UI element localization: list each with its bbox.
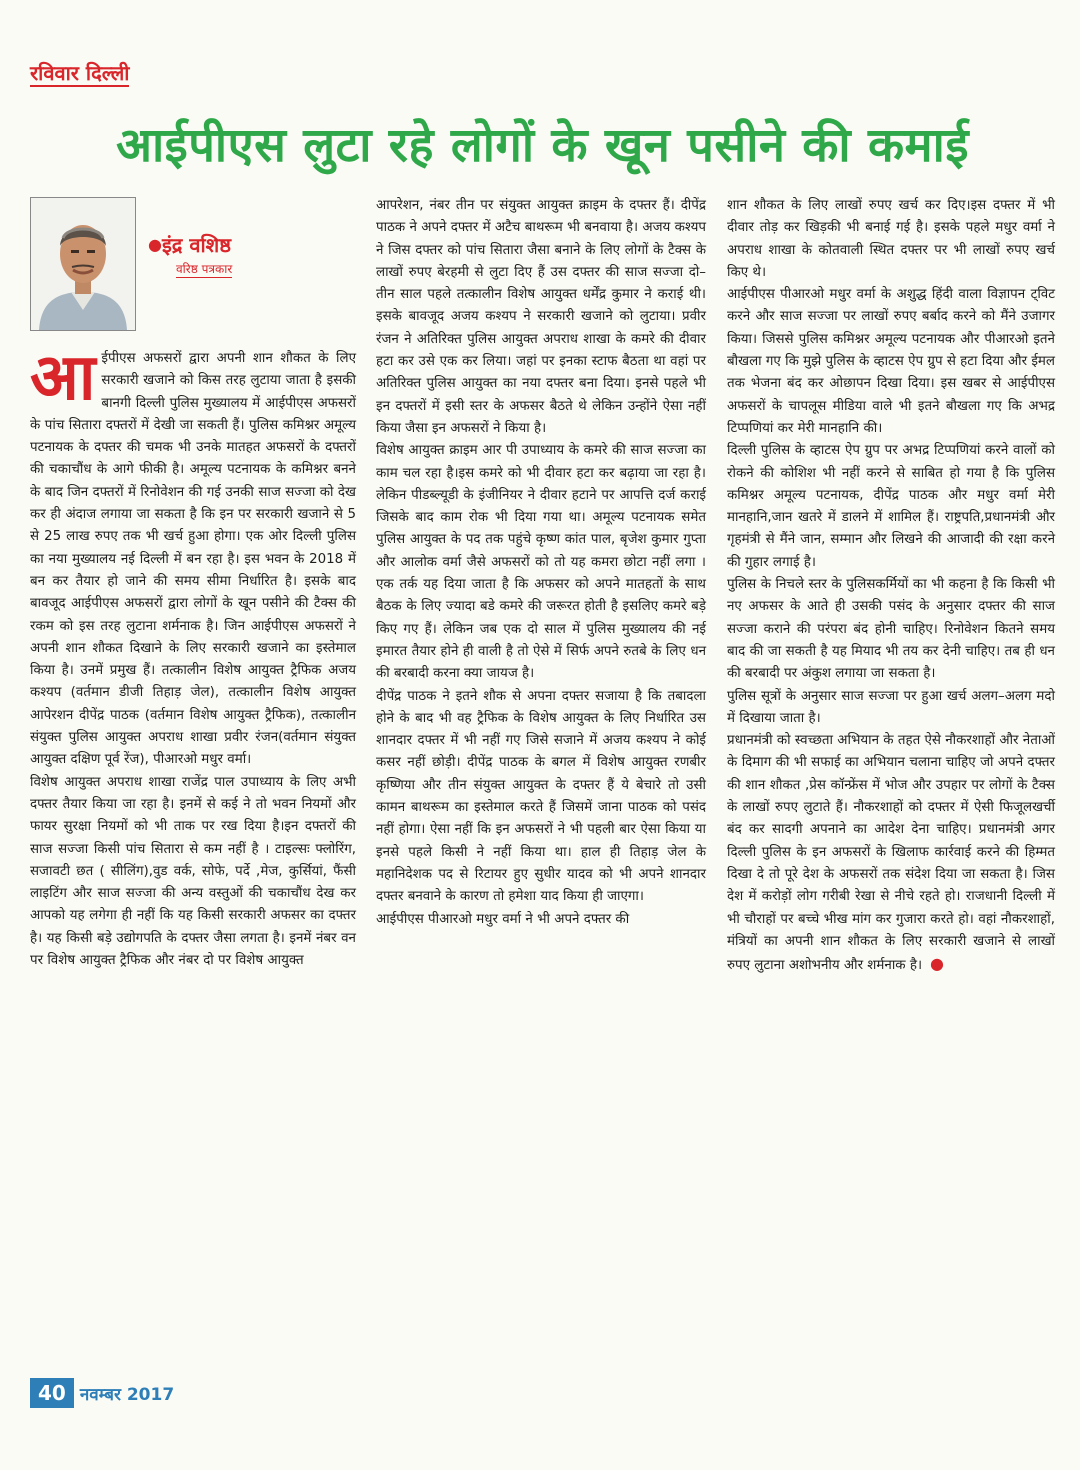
page-footer	[30, 1378, 174, 1408]
paragraph: पुलिस सूत्रों के अनुसार साज सज्जा पर हुआ खर्च अलग–अलग मदो में दिखाया जाता है।	[727, 688, 1055, 726]
paragraph: आपरेशन, नंबर तीन पर संयुक्त आयुक्त क्राइम के दफ्तर हैं। दीपेंद्र पाठक ने अपने दफ्तर में अटैच बाथरूम भी बनवाया है। अजय कश्यप ने जिस दफ्तर को पांच सितारा जैसा बनाने के लिए लोगों के टैक्स के लाखों रुपए बेरहमी से लुटा दिए हैं उस दफ्तर की साज सज्जा दो– तीन साल पहले तत्कालीन विशेष आयुक्त धर्मेंद्र कुमार ने कराई थी। इसके बावजूद अजय कश्यप ने सरकारी खजाने को लुटाया। प्रवीर रंजन ने अतिरिक्त पुलिस आयुक्त अपराध शाखा के कमरे की दीवार हटा कर उसे एक कर लिया। जहां पर इनका स्टाफ बैठता था वहां पर अतिरिक्त पुलिस आयुक्त का नया दफ्तर बना दिया। इनसे पहले भी इन दफ्तरों में इसी स्तर के अफसर बैठते थे लेकिन उन्होंने ऐसा नहीं किया जैसा इन अफसरों ने किया है।	[376, 198, 706, 436]
bullet-icon: ●	[148, 235, 162, 254]
author-role: वरिष्ठ पत्रकार	[176, 262, 233, 276]
article-column-3	[727, 195, 1055, 977]
byline	[148, 232, 232, 278]
section-label: रविवार दिल्ली	[30, 61, 130, 85]
paragraph: शान शौकत के लिए लाखों रुपए खर्च कर दिए।इस दफ्तर में भी दीवार तोड़ कर खिड़की भी बनाई गई है। इसके पहले मधुर वर्मा ने अपराध शाखा के कोतवाली स्थित दफ्तर पर भी लाखों रुपए खर्च किए थे।	[727, 198, 1055, 280]
paragraph: विशेष आयुक्त अपराध शाखा राजेंद्र पाल उपाध्याय के लिए अभी दफ्तर तैयार किया जा रहा है। इनमें से कई ने तो भवन नियमों और फायर सुरक्षा नियमों को भी ताक पर रख दिया है।इन दफ्तरों की साज सज्जा किसी पांच सितारा से कम नहीं है । टाइल्सः फ्लोरिंग, सजावटी छत ( सीलिंग),वुड वर्क, सोफे, पर्दे ,मेज, कुर्सियां, फैंसी लाइटिंग और साज सज्जा की अन्य वस्तुओं की चकाचौंध देख कर आपको यह लगेगा ही नहीं कि यह किसी सरकारी अफसर का दफ्तर है। यह किसी बड़े उद्योगपति के दफ्तर जैसा लगता है। इनमें नंबर वन पर विशेष आयुक्त ट्रैफिक और नंबर दो पर विशेष आयुक्त	[30, 774, 356, 969]
article-column-1	[30, 341, 356, 972]
paragraph-text: प्रधानमंत्री को स्वच्छता अभियान के तहत ऐसे नौकरशाहों और नेताओं के दिमाग की भी सफाई का अभियान चलाना चाहिए जो अपने दफ्तर की शान शौकत ,प्रेस कॉन्फ्रेंस में भोज और उपहार पर लोगों के टैक्स के लाखों रुपए लुटाते हैं। नौकरशाहों को दफ्तर में ऐसी फिजूलखर्ची बंद कर सादगी अपनाने का आदेश देना चाहिए। प्रधानमंत्री अगर दिल्ली पुलिस के इन अफसरों के खिलाफ कार्रवाई करने की हिम्मत दिखा दे तो पूरे देश के अफसरों तक संदेश दिया जा सकता है। जिस देश में करोड़ों लोग गरीबी रेखा से नीचे रहते हो। राजधानी दिल्ली में भी चौराहों पर बच्चे भीख मांग कर गुजारा करते हो। वहां नौकरशाहों, मंत्रियों का अपनी शान शौकत के लिए सरकारी खजाने से लाखों रुपए लुटाना अशोभनीय और शर्मनाक है।	[727, 733, 1055, 974]
article-column-2	[376, 195, 706, 931]
page-number: 40	[30, 1378, 74, 1408]
paragraph: दीपेंद्र पाठक ने इतने शौक से अपना दफ्तर सजाया है कि तबादला होने के बाद भी वह ट्रैफिक के विशेष आयुक्त के लिए निर्धारित उस शानदार दफ्तर में भी नहीं गए जिसे सजाने में अजय कश्यप ने कोई कसर नहीं छोड़ी। दीपेंद्र पाठक के बगल में विशेष आयुक्त रणबीर कृष्णिया और तीन संयुक्त आयुक्त के दफ्तर हैं ये बेचारे तो उसी कामन बाथरूम का इस्तेमाल करते हैं जिसमें जाना पाठक को पसंद नहीं होगा। ऐसा नहीं कि इन अफसरों ने भी पहली बार ऐसा किया या इनसे पहले किसी ने नहीं किया था। हाल ही तिहाड़ जेल के महानिदेशक पद से रिटायर हुए सुधीर यादव को भी अपने शानदार दफ्तर बनवाने के कारण तो हमेशा याद किया ही जाएगा।	[376, 688, 706, 905]
paragraph	[727, 730, 1055, 977]
paragraph: आईपीएस पीआरओ मधुर वर्मा के अशुद्ध हिंदी वाला विज्ञापन ट्विट करने और साज सज्जा पर लाखों रुपए बर्बाद करने को मैंने उजागर किया। जिससे पुलिस कमिश्नर अमूल्य पटनायक और पीआरओ इतने बौखला गए कि मुझे पुलिस के व्हाटस ऐप ग्रुप से हटा दिया और ईमल तक भेजना बंद कर ओछापन दिखा दिया। इस खबर से आईपीएस अफसरों के चापलूस मीडिया वाले भी इतने बौखला गए कि अभद्र टिप्पणियां कर मेरी मानहानि की।	[727, 287, 1055, 436]
author-name-text: इंद्र वशिष्ठ	[161, 233, 232, 257]
dropcap: आ	[30, 341, 96, 415]
issue-date: नवम्बर 2017	[79, 1384, 175, 1405]
paragraph: पुलिस के निचले स्तर के पुलिसकर्मियों का भी कहना है कि किसी भी नए अफसर के आते ही उसकी पसंद के अनुसार दफ्तर की साज सज्जा कराने की परंपरा बंद होनी चाहिए। रिनोवेशन कितने समय बाद की जा सकती है यह मियाद भी तय कर देनी चाहिए। तब ही धन की बरबादी पर अंकुश लगाया जा सकता है।	[727, 577, 1055, 682]
paragraph: विशेष आयुक्त क्राइम आर पी उपाध्याय के कमरे की साज सज्जा का काम चल रहा है।इस कमरे को भी दीवार हटा कर बढ़ाया जा रहा है। लेकिन पीडब्ल्यूडी के इंजीनियर ने दीवार हटाने पर आपत्ति दर्ज कराई जिसके बाद काम रोक भी दिया गया था। अमूल्य पटनायक समेत पुलिस आयुक्त के पद तक पहुंचे कृष्ण कांत पाल, बृजेश कुमार गुप्ता और आलोक वर्मा जैसे अफसरों को तो यह कमरा छोटा नहीं लगा । एक तर्क यह दिया जाता है कि अफसर को अपने मातहतों के साथ बैठक के लिए ज्यादा बडे कमरे की जरूरत होती है इसलिए कमरे बड़े किए गए हैं। लेकिन जब एक दो साल में पुलिस मुख्यालय की नई इमारत तैयार होने ही वाली है तो ऐसे में सिर्फ अपने रुतबे के लिए धन की बरबादी करना क्या जायज है।	[376, 443, 706, 682]
paragraph: दिल्ली पुलिस के व्हाटस ऐप ग्रुप पर अभद्र टिप्पणियां करने वालों को रोकने की कोशिश भी नहीं करने से साबित हो गया है कि पुलिस कमिश्नर अमूल्य पटनायक, दीपेंद्र पाठक और मधुर वर्मा मेरी मानहानि,जान खतरे में डालने में शामिल हैं। राष्ट्रपति,प्रधानमंत्री और गृहमंत्री से मैंने जान, सम्मान और लिखने की आजादी की रक्षा करने की गुहार लगाई है।	[727, 443, 1055, 570]
author-name	[148, 232, 232, 258]
end-mark-icon: ●	[930, 954, 945, 974]
paragraph: आईपीएस पीआरओ मधुर वर्मा ने भी अपने दफ्तर की	[376, 911, 630, 927]
paragraph: ईपीएस अफसरों द्वारा अपनी शान शौकत के लिए सरकारी खजाने को किस तरह लुटाया जाता है इसकी बानगी दिल्ली पुलिस मुख्यालय में आईपीएस अफसरों के पांच सितारा दफ्तरों में देखी जा सकती हैं। पुलिस कमिश्नर अमूल्य पटनायक के दफ्तर की चमक भी उनके मातहत अफसरों के दफ्तरों की चकाचौंध के आगे फीकी है। अमूल्य पटनायक के कमिश्नर बनने के बाद जिन दफ्तरों में रिनोवेशन की गई उनकी साज सज्जा को देख कर ही अंदाज लगाया जा सकता है कि इन पर सरकारी खजाने से 5 से 25 लाख रुपए तक भी खर्च हुआ होगा। एक ओर दिल्ली पुलिस का नया मुख्यालय नई दिल्ली में बन रहा है। इस भवन के 2018 में बन कर तैयार हो जाने की समय सीमा निर्धारित है। इसके बाद बावजूद आईपीएस अफसरों द्वारा लोगों के खून पसीने की टैक्स की रकम को इस तरह लुटाना शर्मनाक है। जिन आईपीएस अफसरों ने अपनी शान शौकत दिखाने के लिए सरकारी खजाने का इस्तेमाल किया है। उनमें प्रमुख हैं। तत्कालीन विशेष आयुक्त ट्रैफिक अजय कश्यप (वर्तमान डीजी तिहाड़ जेल), तत्कालीन विशेष आयुक्त आपेरशन दीपेंद्र पाठक (वर्तमान विशेष आयुक्त ट्रैफिक), तत्कालीन संयुक्त पुलिस आयुक्त अपराध शाखा प्रवीर रंजन(वर्तमान संयुक्त आयुक्त दक्षिण पूर्व रेंज), पीआरओ मधुर वर्मा।	[30, 351, 356, 768]
headline: आईपीएस लुटा रहे लोगों के खून पसीने की कमाई	[116, 118, 969, 173]
author-photo	[30, 197, 136, 331]
